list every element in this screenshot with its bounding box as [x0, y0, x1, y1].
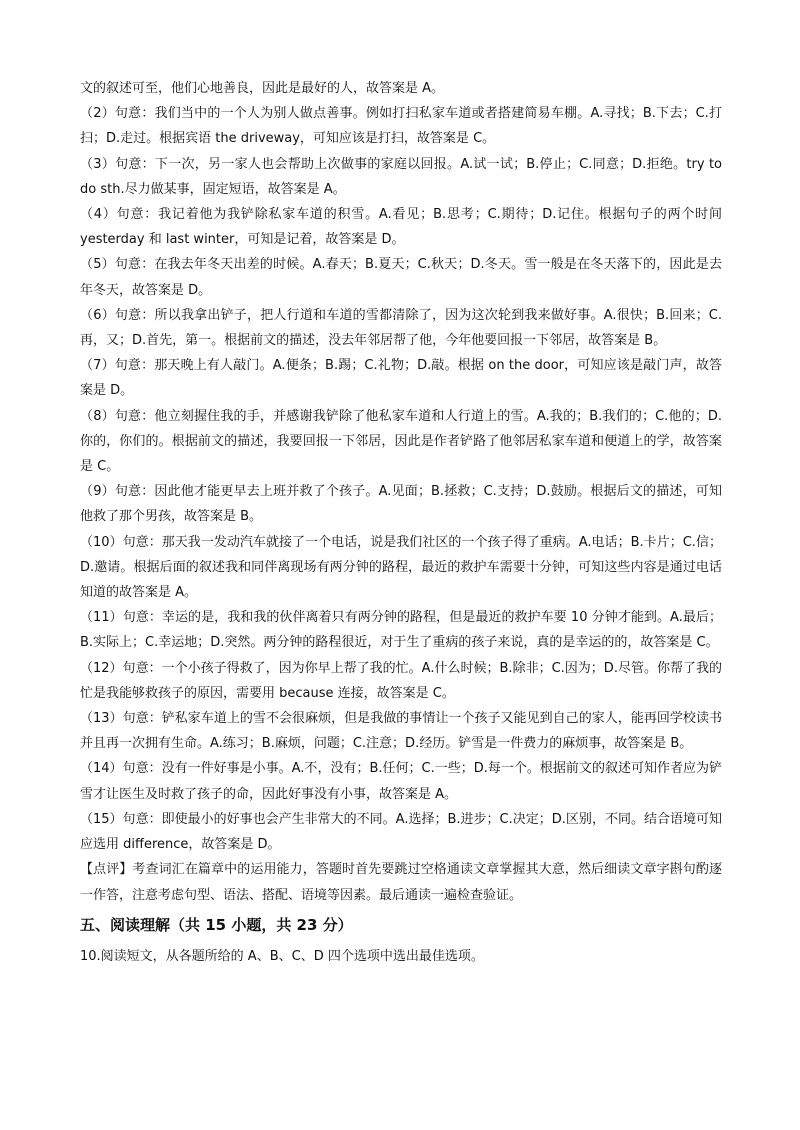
explanation-item-6: （6）句意：所以我拿出铲子，把人行道和车道的雪都清除了，因为这次轮到我来做好事。A.很快；B.回来；C.再，又；D.首先，第一。根据前文的描述，没去年邻居帮了他，今年他要回报一下邻居，故答案是 B。	[80, 307, 722, 349]
explanation-item-7: （7）句意：那天晚上有人敲门。A.便条；B.踢；C.礼物；D.敲。根据 on the door，可知应该是敲门声，故答案是 D。	[80, 358, 722, 399]
explanation-item-10: （10）句意：那天我一发动汽车就接了一个电话，说是我们社区的一个孩子得了重病。A.电话；B.卡片；C.信；D.邀请。根据后面的叙述我和同伴离现场有两分钟的路程，最近的救护车需要十分钟，可知这些内容是通过电话知道的故答案是 A。	[80, 534, 722, 601]
answer-explanations	[80, 76, 722, 970]
comment-paragraph: 【点评】考查词汇在篇章中的运用能力，答题时首先要跳过空格通读文章掌握其大意，然后细读文章字斟句酌逐一作答，注意考虑句型、语法、搭配、语境等因素。最后通读一遍检查验证。	[80, 862, 722, 903]
explanation-item-2: （2）句意：我们当中的一个人为别人做点善事。例如打扫私家车道或者搭建简易车棚。A.寻找；B.下去；C.打扫；D.走过。根据宾语 the driveway，可知应该是打扫，故答案是 C。	[80, 106, 722, 147]
explanation-item-13: （13）句意：铲私家车道上的雪不会很麻烦，但是我做的事情让一个孩子又能见到自己的家人，能再回学校读书并且再一次拥有生命。A.练习；B.麻烦，问题；C.注意；D.经历。铲雪是一件费力的麻烦事，故答案是 B。	[80, 711, 722, 752]
question-instruction: 10.阅读短文，从各题所给的 A、B、C、D 四个选项中选出最佳选项。	[80, 948, 484, 964]
explanation-item-11: （11）句意：幸运的是，我和我的伙伴离着只有两分钟的路程，但是最近的救护车要 10 分钟才能到。A.最后；B.实际上；C.幸运地；D.突然。两分钟的路程很近，对于生了重病的孩子来说，真的是幸运的的，故答案是 C。	[80, 610, 722, 651]
explanation-item-14: （14）句意：没有一件好事是小事。A.不，没有；B.任何；C.一些；D.每一个。根据前文的叙述可知作者应为铲雪才让医生及时救了孩子的命，因此好事没有小事，故答案是 A。	[80, 761, 722, 802]
explanation-item-9: （9）句意：因此他才能更早去上班并救了个孩子。A.见面；B.拯救；C.支持；D.鼓励。根据后文的描述，可知他救了那个男孩，故答案是 B。	[80, 484, 722, 525]
explanation-item-3: （3）句意：下一次，另一家人也会帮助上次做事的家庭以回报。A.试一试；B.停止；C.同意；D.拒绝。try to do sth.尽力做某事，固定短语，故答案是 A。	[80, 156, 722, 197]
explanation-item-12: （12）句意：一个小孩子得救了，因为你早上帮了我的忙。A.什么时候；B.除非；C.因为；D.尽管。你帮了我的忙是我能够救孩子的原因，需要用 because 连接，故答案是 C。	[80, 660, 722, 701]
explanation-item-15: （15）句意：即使最小的好事也会产生非常大的不同。A.选择；B.进步；C.决定；D.区别，不同。结合语境可知应选用 difference，故答案是 D。	[80, 811, 722, 853]
section-heading: 五、阅读理解（共 15 小题，共 23 分）	[80, 915, 353, 934]
explanation-item-5: （5）句意：在我去年冬天出差的时候。A.春天；B.夏天；C.秋天；D.冬天。雪一般是在冬天落下的，因此是去年冬天，故答案是 D。	[80, 257, 722, 298]
explanation-item-4: （4）句意：我记着他为我铲除私家车道的积雪。A.看见；B.思考；C.期待；D.记住。根据句子的两个时间 yesterday 和 last winter，可知是记着，故答案是 D。	[80, 207, 722, 248]
explanation-item-8: （8）句意：他立刻握住我的手，并感谢我铲除了他私家车道和人行道上的雪。A.我的；B.我们的；C.他的；D.你的，你们的。根据前文的描述，我要回报一下邻居，因此是作者铲路了他邻居私家车道和便道上的学，故答案是 C。	[80, 408, 722, 475]
continuation-text: 文的叙述可至，他们心地善良，因此是最好的人，故答案是 A。	[80, 81, 445, 96]
